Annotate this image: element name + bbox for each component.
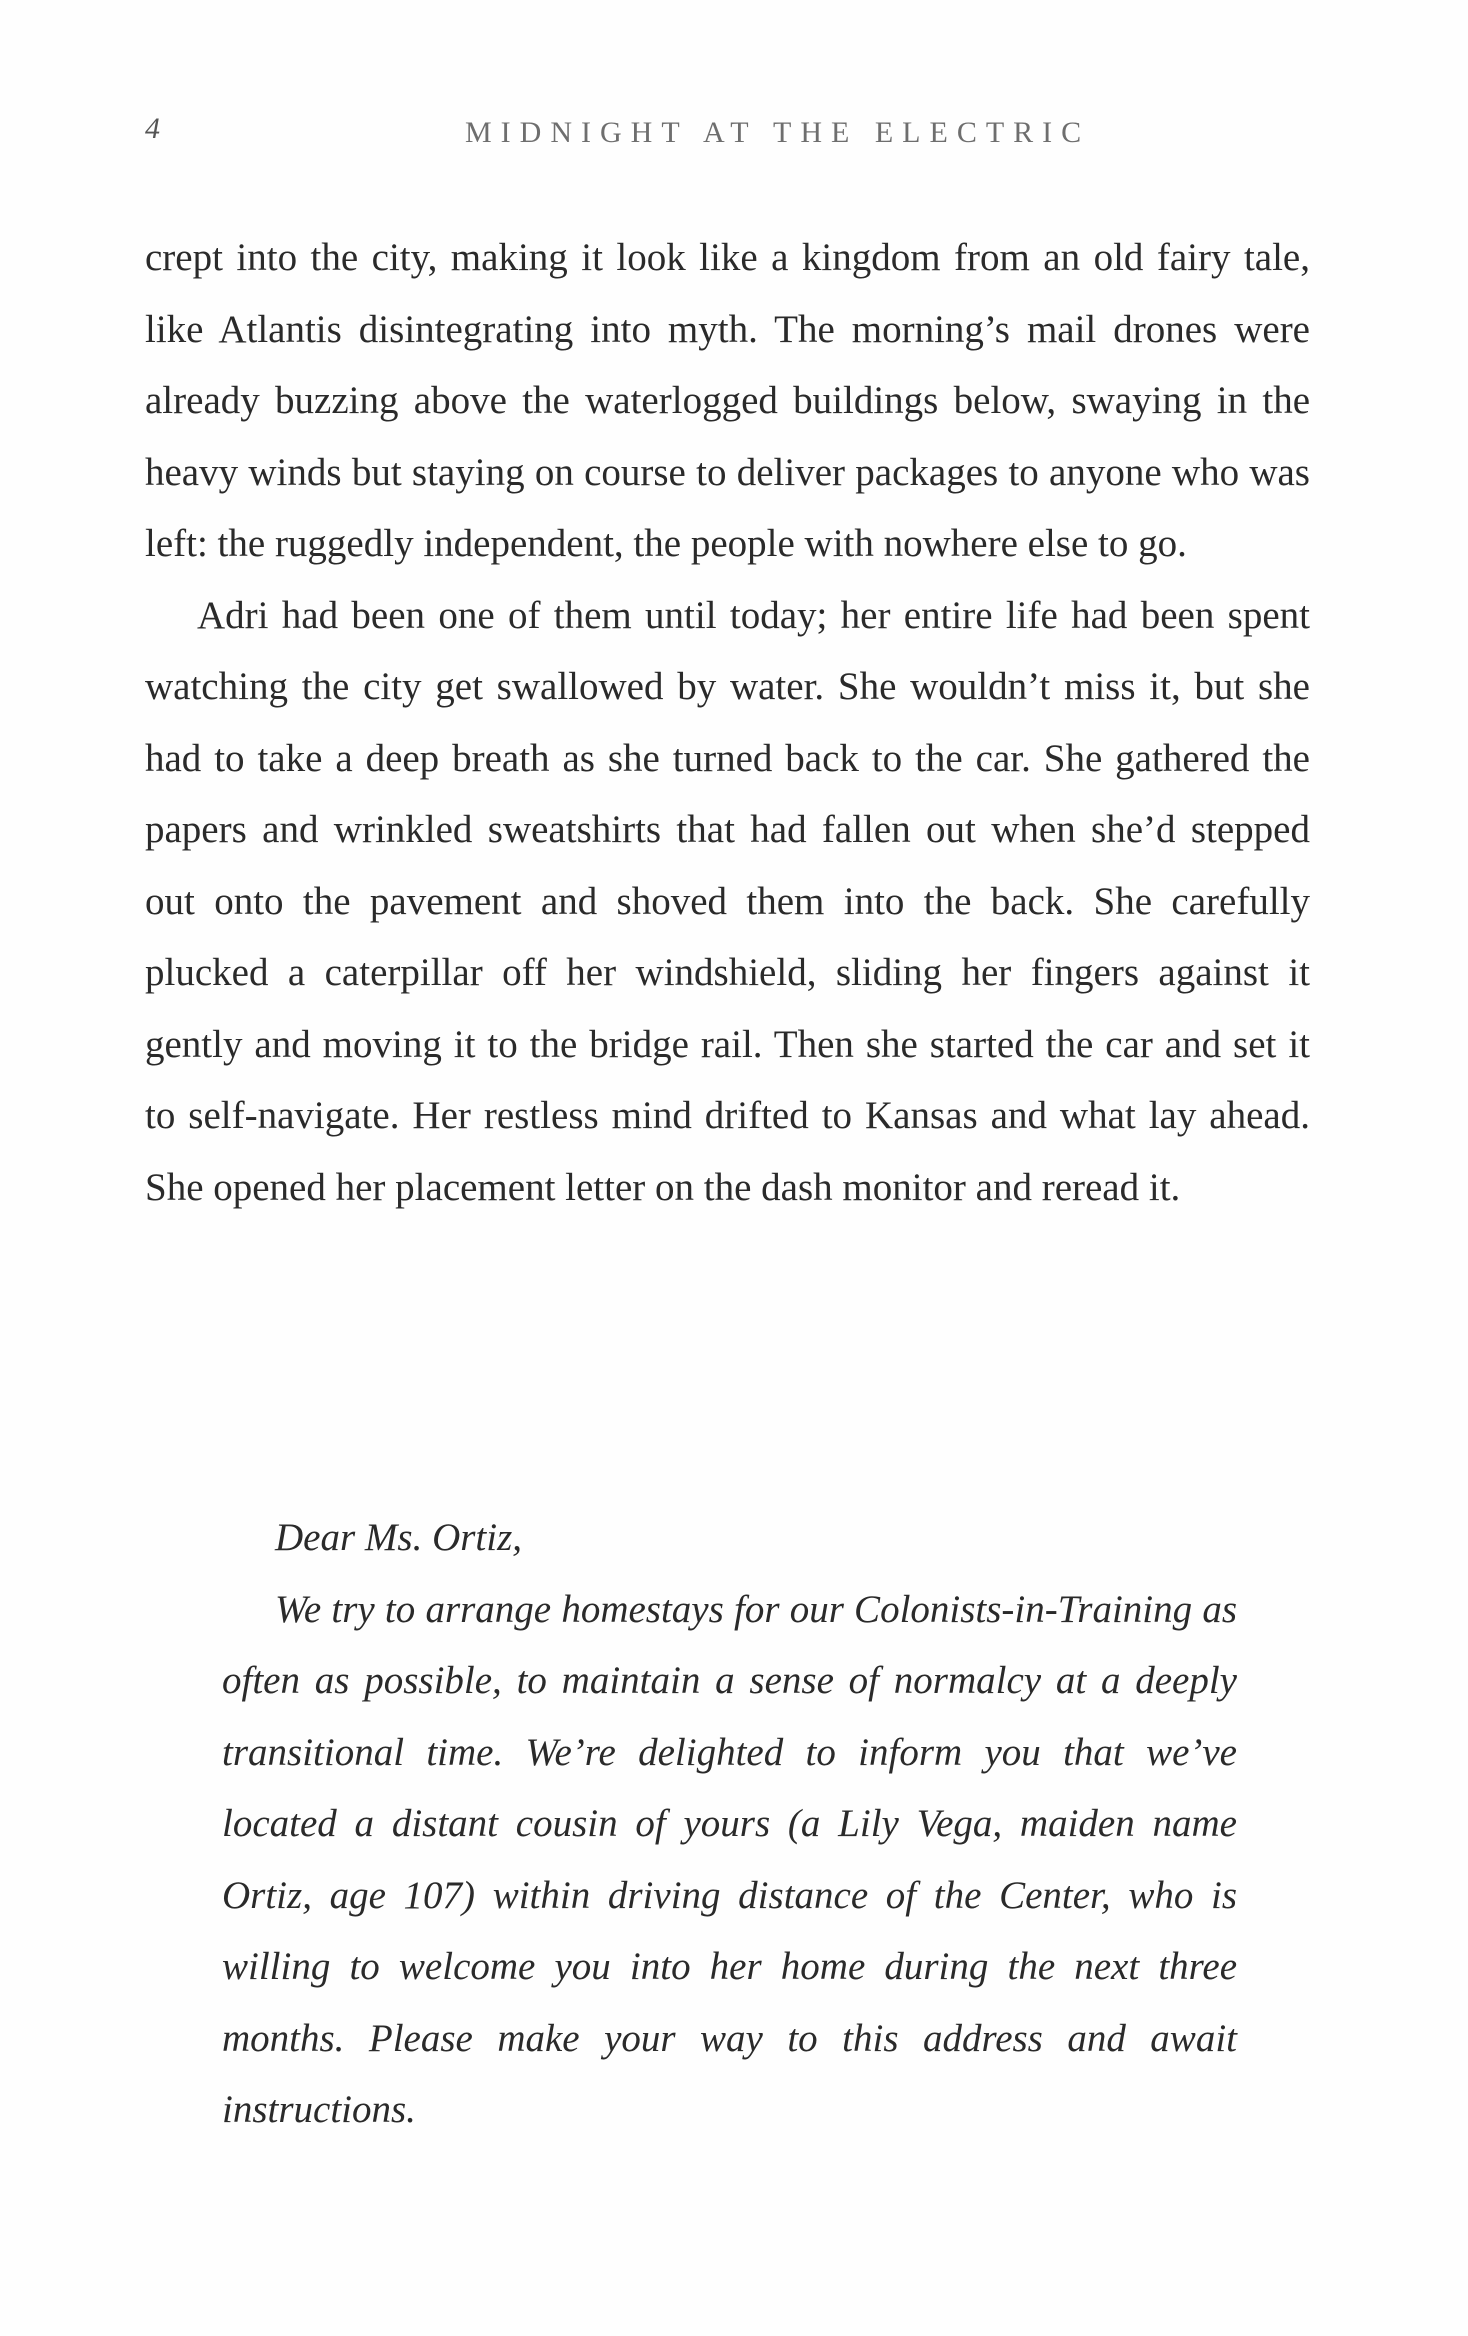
book-title: MIDNIGHT AT THE ELECTRIC [465, 116, 1091, 149]
page-number: 4 [145, 112, 160, 145]
letter-body: We try to arrange homestays for our Colonists-in-Training as often as possible, to maintain a sense of normalcy at a deeply transitional time. We’re delighted to inform you that we’ve located a distant cousin of yours (a Lily Vega, maiden name Ortiz, age 107) within driving distance of the Center, who is willing to welcome you into her home during the next three months. Please make your way to this address and await instructions. [222, 1587, 1237, 2131]
placement-letter [222, 1502, 1237, 2146]
paragraph-2: Adri had been one of them until today; her entire life had been spent watching the city get swallowed by water. She wouldn’t miss it, but she had to take a deep breath as she turned back to the car. She gathered the papers and wrinkled sweatshirts that had fallen out when she’d stepped out onto the pavement and shoved them into the back. She carefully plucked a caterpillar off her windshield, sliding her fingers against it gently and moving it to the bridge rail. Then she started the car and set it to self-navigate. Her restless mind drifted to Kansas and what lay ahead. She opened her placement letter on the dash monitor and reread it. [145, 593, 1310, 1209]
paragraph-1: crept into the city, making it look like a kingdom from an old fairy tale, like Atlantis disintegrating into myth. The morning’s mail drones were already buzzing above the waterlogged buildings below, swaying in the heavy winds but staying on course to deliver packages to anyone who was left: the ruggedly independent, the people with nowhere else to go. [145, 236, 1310, 565]
body-text [145, 222, 1310, 1223]
letter-salutation: Dear Ms. Ortiz, [275, 1516, 523, 1559]
running-head [145, 112, 1320, 152]
